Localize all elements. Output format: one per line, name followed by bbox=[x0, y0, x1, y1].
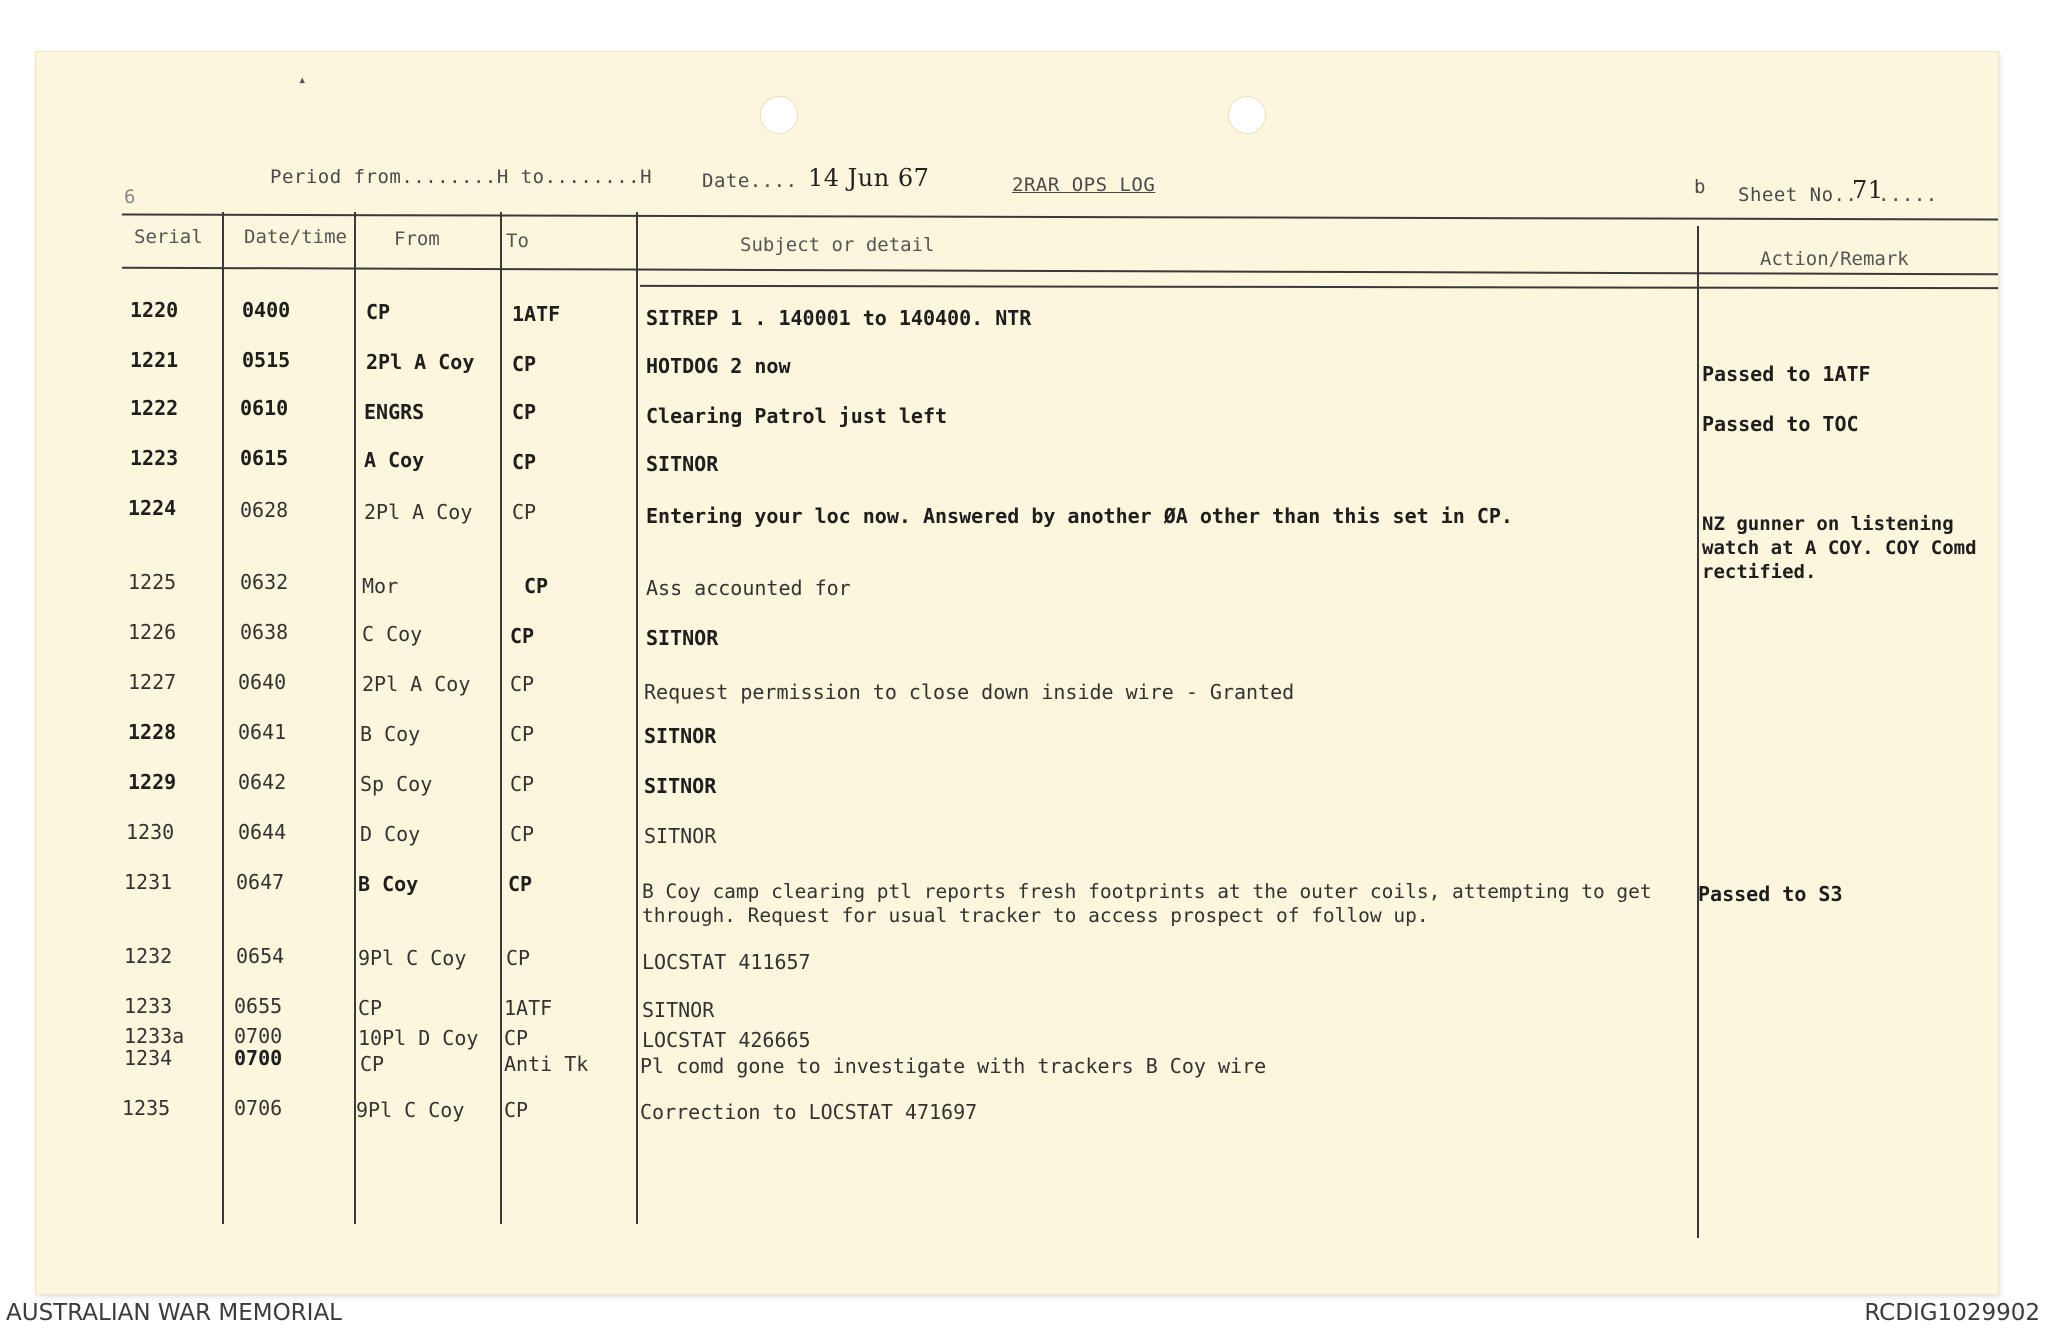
col-header-action: Action/Remark bbox=[1760, 248, 1909, 270]
cell-serial: 1220 bbox=[130, 298, 179, 322]
col-divider-to bbox=[636, 212, 638, 1224]
cell-to: CP bbox=[512, 400, 537, 424]
cell-serial: 1231 bbox=[124, 870, 173, 894]
cell-subject: Correction to LOCSTAT 471697 bbox=[640, 1100, 978, 1124]
cell-time: 0706 bbox=[234, 1096, 283, 1120]
cell-time: 0700 bbox=[234, 1046, 283, 1070]
margin-mark: 6 bbox=[124, 186, 136, 208]
sheet-label: Sheet No.. bbox=[1738, 184, 1858, 206]
cell-subject: SITNOR bbox=[644, 774, 717, 798]
cell-subject: SITNOR bbox=[644, 824, 717, 848]
cell-subject: Clearing Patrol just left bbox=[646, 404, 948, 428]
b-mark: b bbox=[1694, 176, 1706, 198]
cell-action: NZ gunner on listening watch at A COY. COY Comd rectified. bbox=[1702, 513, 1977, 583]
col-divider-serial bbox=[222, 212, 224, 1224]
cell-serial: 1221 bbox=[130, 348, 179, 372]
cell-from: 9Pl C Coy bbox=[356, 1098, 465, 1122]
cell-from: Mor bbox=[362, 574, 399, 598]
col-divider-subject bbox=[1697, 226, 1699, 1238]
cell-from: CP bbox=[366, 300, 391, 324]
cell-to: CP bbox=[512, 450, 537, 474]
cell-subject: SITNOR bbox=[646, 626, 719, 650]
punch-hole-right bbox=[1228, 96, 1266, 134]
cell-subject: Ass accounted for bbox=[646, 576, 851, 600]
cell-serial: 1225 bbox=[128, 570, 177, 594]
corner-mark: ▴ bbox=[298, 72, 307, 88]
cell-to: CP bbox=[508, 872, 533, 896]
cell-to: 1ATF bbox=[504, 996, 553, 1020]
sheet-tail: ..... bbox=[1878, 184, 1938, 206]
cell-serial: 1232 bbox=[124, 944, 173, 968]
log-title: 2RAR OPS LOG bbox=[1012, 174, 1156, 196]
cell-from: 2Pl A Coy bbox=[366, 350, 475, 374]
cell-subject: LOCSTAT 411657 bbox=[642, 950, 811, 974]
footer-id: RCDIG1029902 bbox=[1864, 1300, 2040, 1326]
cell-time: 0638 bbox=[240, 620, 289, 644]
col-header-subject: Subject or detail bbox=[740, 234, 935, 256]
cell-time: 0610 bbox=[240, 396, 289, 420]
cell-subject: SITNOR bbox=[642, 998, 715, 1022]
cell-serial: 1223 bbox=[130, 446, 179, 470]
cell-time: 0628 bbox=[240, 498, 289, 522]
cell-time: 0655 bbox=[234, 994, 283, 1018]
cell-serial: 1233 bbox=[124, 994, 173, 1018]
cell-from: 9Pl C Coy bbox=[358, 946, 467, 970]
cell-from: 2Pl A Coy bbox=[362, 672, 471, 696]
cell-from: B Coy bbox=[360, 722, 421, 746]
cell-to: CP bbox=[512, 500, 537, 524]
cell-serial: 1226 bbox=[128, 620, 177, 644]
cell-from: A Coy bbox=[364, 448, 425, 472]
cell-subject: B Coy camp clearing ptl reports fresh footprints at the outer coils, attempting to get through. Request for usual tracker to access prospect of follow up. bbox=[642, 880, 1652, 927]
cell-subject: SITNOR bbox=[644, 724, 717, 748]
cell-serial: 1233a bbox=[124, 1024, 185, 1048]
cell-from: 10Pl D Coy bbox=[358, 1026, 479, 1050]
cell-to: CP bbox=[510, 672, 535, 696]
footer-source: AUSTRALIAN WAR MEMORIAL bbox=[6, 1300, 342, 1326]
cell-subject: HOTDOG 2 now bbox=[646, 354, 791, 378]
cell-time: 0644 bbox=[238, 820, 287, 844]
cell-subject: LOCSTAT 426665 bbox=[642, 1028, 811, 1052]
cell-serial: 1228 bbox=[128, 720, 177, 744]
col-divider-from bbox=[500, 212, 502, 1224]
cell-from: C Coy bbox=[362, 622, 423, 646]
col-divider-datetime bbox=[354, 212, 356, 1224]
cell-time: 0654 bbox=[236, 944, 285, 968]
date-value: 14 Jun 67 bbox=[808, 164, 930, 192]
col-header-serial: Serial bbox=[134, 226, 203, 248]
cell-subject: Pl comd gone to investigate with trackers B Coy wire bbox=[640, 1054, 1267, 1078]
cell-to: Anti Tk bbox=[504, 1052, 589, 1076]
cell-serial: 1222 bbox=[130, 396, 179, 420]
cell-to: CP bbox=[510, 822, 535, 846]
cell-time: 0615 bbox=[240, 446, 289, 470]
cell-to: CP bbox=[504, 1098, 529, 1122]
cell-from: 2Pl A Coy bbox=[364, 500, 473, 524]
cell-time: 0641 bbox=[238, 720, 287, 744]
period-field: Period from........H to........H bbox=[270, 166, 653, 188]
cell-subject: Request permission to close down inside wire - Granted bbox=[644, 680, 1295, 704]
cell-time: 0642 bbox=[238, 770, 287, 794]
punch-hole-left bbox=[760, 96, 798, 134]
cell-subject: SITNOR bbox=[646, 452, 719, 476]
cell-time: 0700 bbox=[234, 1024, 283, 1048]
cell-to: CP bbox=[504, 1026, 529, 1050]
cell-action: Passed to S3 bbox=[1698, 882, 1843, 906]
cell-time: 0632 bbox=[240, 570, 289, 594]
cell-serial: 1234 bbox=[124, 1046, 173, 1070]
cell-subject: Entering your loc now. Answered by another ØA other than this set in CP. bbox=[646, 504, 1513, 528]
cell-to: 1ATF bbox=[512, 302, 561, 326]
cell-serial: 1229 bbox=[128, 770, 177, 794]
cell-to: CP bbox=[510, 772, 535, 796]
col-header-to: To bbox=[506, 230, 529, 252]
date-label: Date.... bbox=[702, 170, 798, 192]
cell-time: 0515 bbox=[242, 348, 291, 372]
col-header-from: From bbox=[394, 228, 440, 250]
cell-from: ENGRS bbox=[364, 400, 425, 424]
cell-serial: 1224 bbox=[128, 496, 177, 520]
cell-serial: 1230 bbox=[126, 820, 175, 844]
cell-action: Passed to TOC bbox=[1702, 412, 1859, 436]
cell-from: Sp Coy bbox=[360, 772, 433, 796]
cell-time: 0640 bbox=[238, 670, 287, 694]
cell-from: CP bbox=[360, 1052, 385, 1076]
cell-from: B Coy bbox=[358, 872, 419, 896]
cell-time: 0400 bbox=[242, 298, 291, 322]
cell-serial: 1235 bbox=[122, 1096, 171, 1120]
cell-serial: 1227 bbox=[128, 670, 177, 694]
cell-time: 0647 bbox=[236, 870, 285, 894]
cell-to: CP bbox=[512, 352, 537, 376]
cell-from: CP bbox=[358, 996, 383, 1020]
cell-to: CP bbox=[506, 946, 531, 970]
cell-to: CP bbox=[510, 624, 535, 648]
cell-action: Passed to 1ATF bbox=[1702, 362, 1871, 386]
cell-to: CP bbox=[524, 574, 549, 598]
col-header-datetime: Date/time bbox=[244, 226, 347, 248]
sheet-value: 71 bbox=[1852, 176, 1884, 204]
cell-to: CP bbox=[510, 722, 535, 746]
cell-from: D Coy bbox=[360, 822, 421, 846]
cell-subject: SITREP 1 . 140001 to 140400. NTR bbox=[646, 306, 1032, 330]
